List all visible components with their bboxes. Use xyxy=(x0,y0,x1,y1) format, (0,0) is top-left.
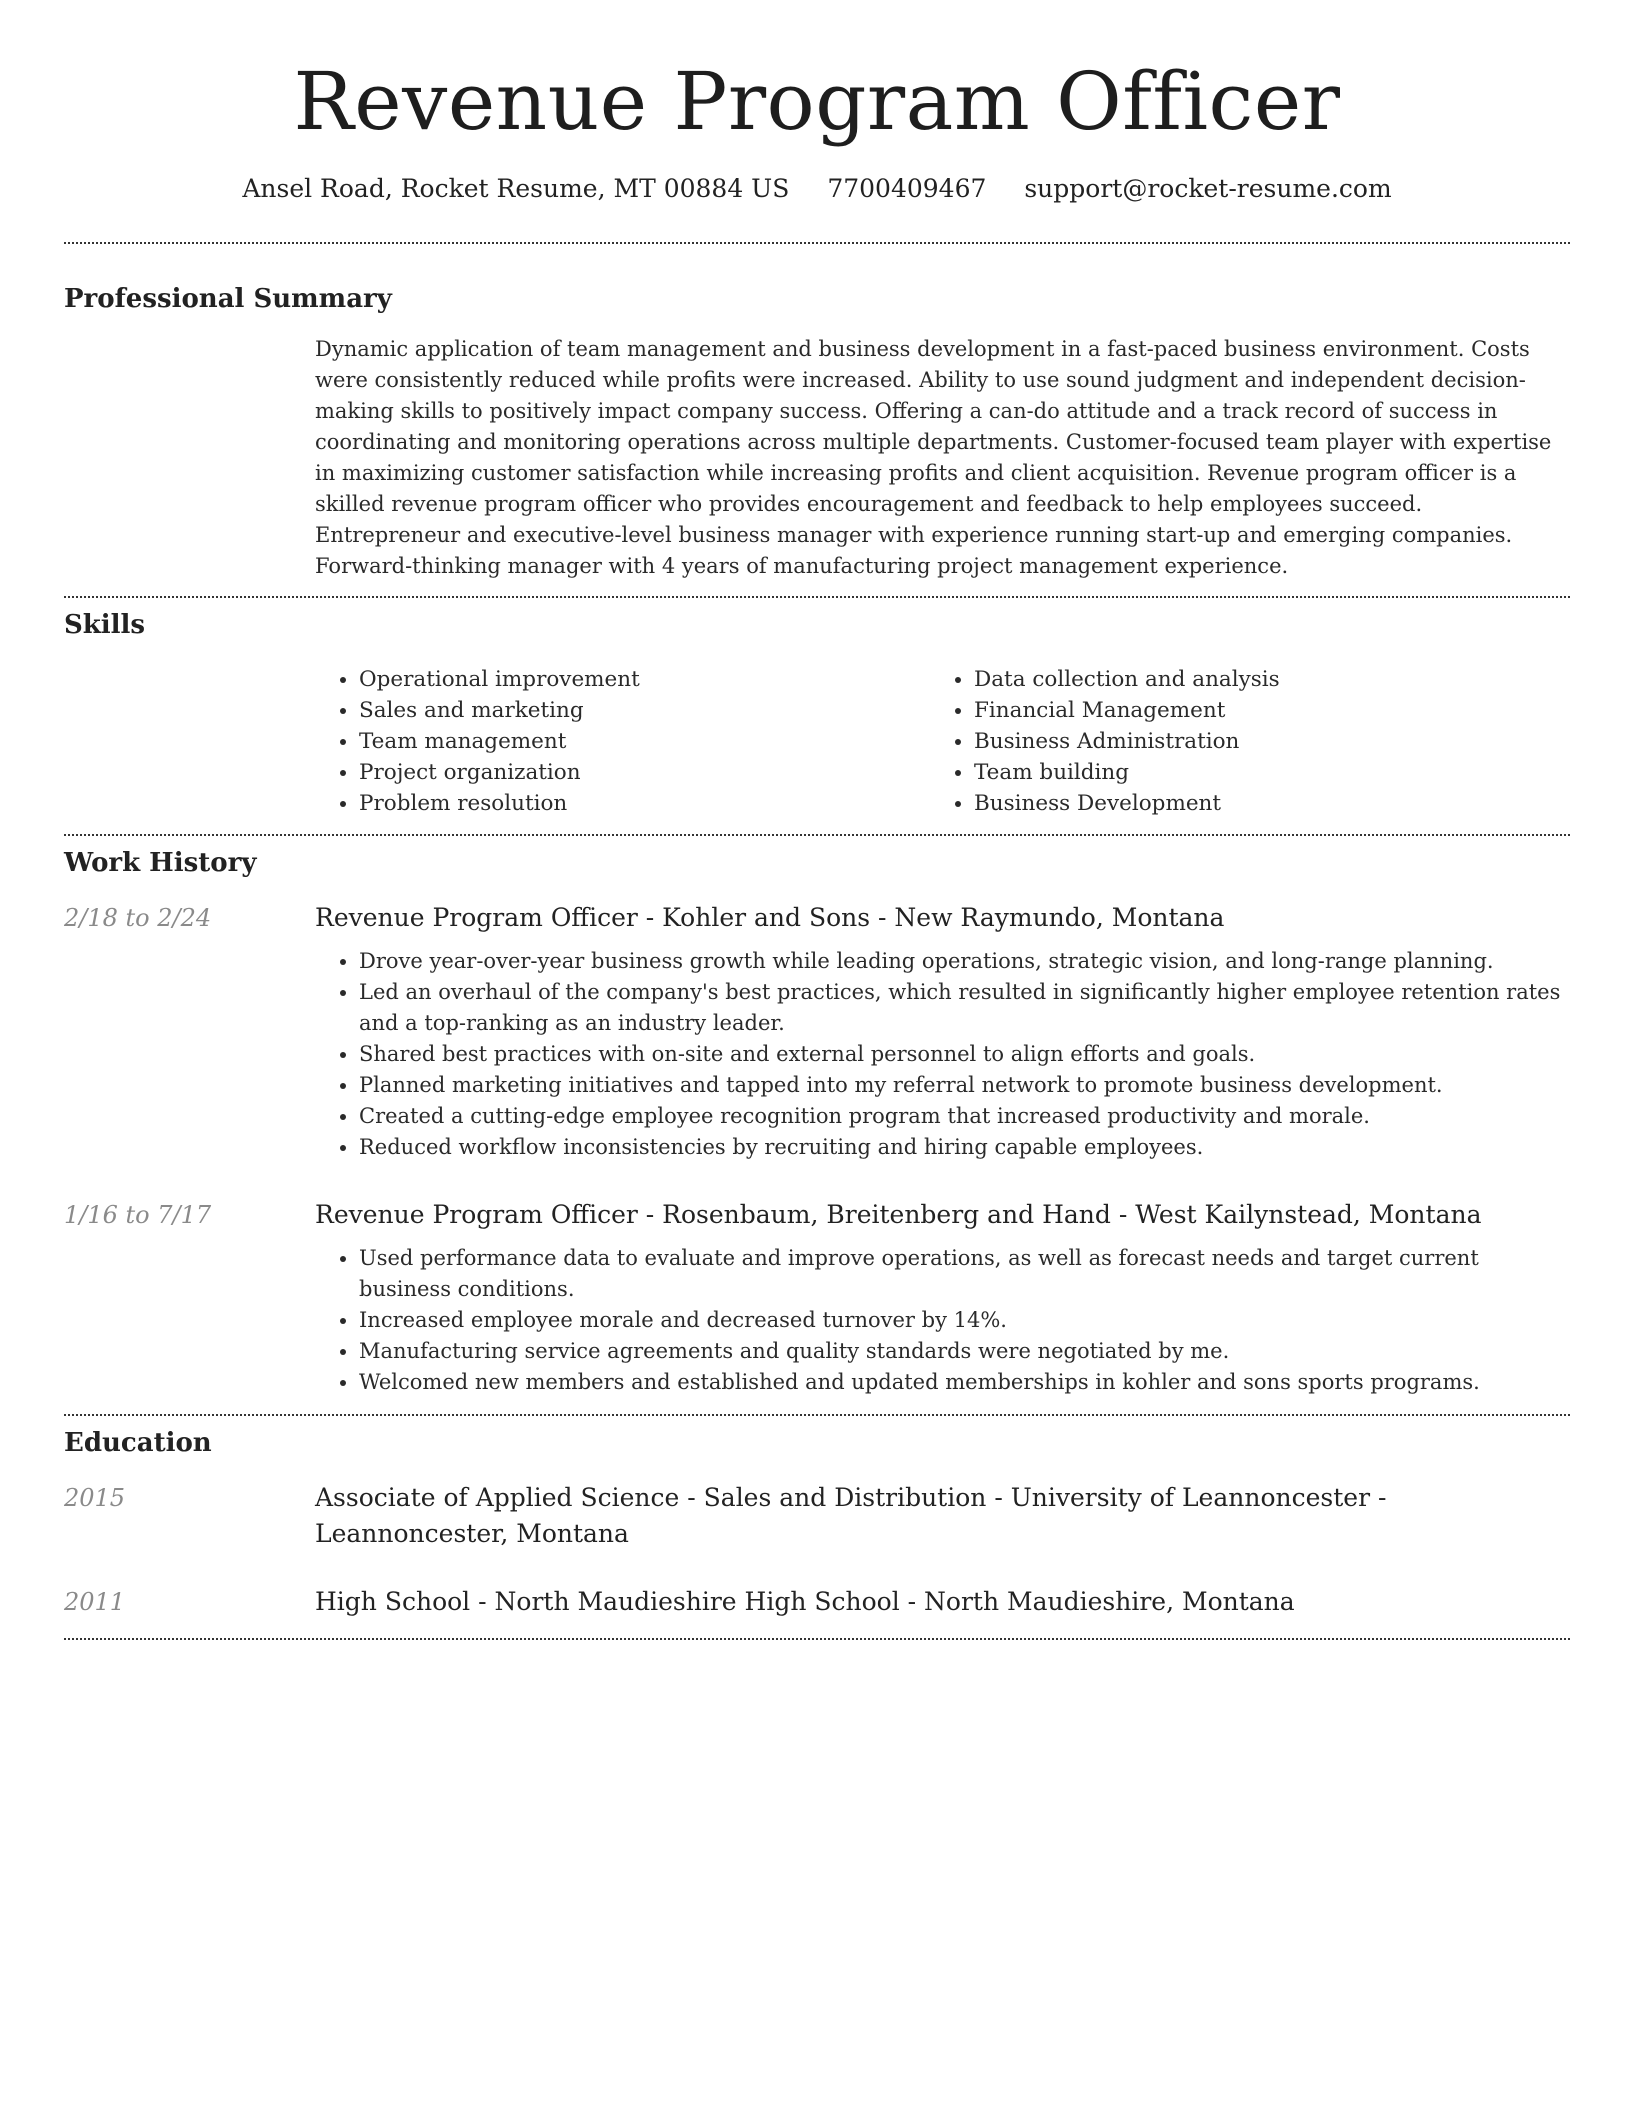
job-bullet: • Drove year-over-year business growth while leading operations, strategic vision, and long-range planning. xyxy=(359,946,1570,977)
contact-address: Ansel Road, Rocket Resume, MT 00884 US xyxy=(242,174,790,203)
job-title: Revenue Program Officer xyxy=(315,903,638,932)
work-history-title: Work History xyxy=(64,848,257,878)
education-heading xyxy=(315,1480,1570,1552)
skills-title: Skills xyxy=(64,610,146,640)
education-year: 2011 xyxy=(64,1588,126,1616)
skill-item: • Team building xyxy=(974,757,1545,788)
education-title: Education xyxy=(64,1428,212,1458)
contact-email: support@rocket-resume.com xyxy=(1024,174,1392,203)
education-entry xyxy=(64,1480,1570,1552)
summary-title: Professional Summary xyxy=(64,284,392,314)
job-bullets xyxy=(315,1243,1570,1398)
skill-item: • Problem resolution xyxy=(359,788,930,819)
skills-list-left xyxy=(315,664,930,819)
education-section xyxy=(64,1416,1570,1620)
summary-text: Dynamic application of team management and business development in a fast-paced business environment. Costs were consistently reduced while profits were increased. Ability to use sound judgment and independent decision-making skills to positively impact company success. Offering a can-do attitude and a track record of success in coordinating and monitoring operations across multiple departments. Customer-focused team player with expertise in maximizing customer satisfaction while increasing profits and client acquisition. Revenue program officer is a skilled revenue program officer who provides encouragement and feedback to help employees succeed. Entrepreneur and executive-level business manager with experience running start-up and emerging companies. Forward-thinking manager with 4 years of manufacturing project management experience. xyxy=(315,337,1552,578)
candidate-name: Revenue Program Officer xyxy=(293,55,1341,148)
job-heading xyxy=(315,900,1570,936)
skill-item: • Sales and marketing xyxy=(359,695,930,726)
skills-list-right xyxy=(930,664,1545,819)
skill-item: • Operational improvement xyxy=(359,664,930,695)
skills-section xyxy=(64,598,1570,819)
job-bullet: • Shared best practices with on-site and external personnel to align efforts and goals. xyxy=(359,1039,1570,1070)
education-degree: High School xyxy=(315,1587,471,1616)
job-employer-location: - Kohler and Sons - New Raymundo, Montana xyxy=(637,903,1225,932)
skill-item: • Financial Management xyxy=(974,695,1545,726)
job-bullet: • Reduced workflow inconsistencies by recruiting and hiring capable employees. xyxy=(359,1132,1570,1163)
skill-item: • Team management xyxy=(359,726,930,757)
job-bullet: • Welcomed new members and established and updated memberships in kohler and sons sports programs. xyxy=(359,1367,1570,1398)
job-bullet: • Manufacturing service agreements and quality standards were negotiated by me. xyxy=(359,1336,1570,1367)
job-bullets xyxy=(315,946,1570,1163)
skill-item: • Business Administration xyxy=(974,726,1545,757)
job-bullet: • Planned marketing initiatives and tapped into my referral network to promote business development. xyxy=(359,1070,1570,1101)
job-title: Revenue Program Officer xyxy=(315,1200,638,1229)
section-divider xyxy=(64,1638,1570,1640)
contact-line xyxy=(64,172,1570,206)
job-bullet: • Led an overhaul of the company's best practices, which resulted in significantly higher employee retention rates and a top-ranking as an industry leader. xyxy=(359,977,1570,1039)
job-bullet: • Created a cutting-edge employee recognition program that increased productivity and morale. xyxy=(359,1101,1570,1132)
job-bullet: • Increased employee morale and decreased turnover by 14%. xyxy=(359,1305,1570,1336)
job-entry xyxy=(64,1197,1570,1398)
education-entry xyxy=(64,1584,1570,1620)
skill-item: • Data collection and analysis xyxy=(974,664,1545,695)
job-dates: 2/18 to 2/24 xyxy=(64,904,212,932)
contact-phone: 7700409467 xyxy=(827,174,987,203)
resume-page xyxy=(64,0,1570,1640)
job-heading xyxy=(315,1197,1570,1233)
job-entry xyxy=(64,900,1570,1163)
education-heading xyxy=(315,1584,1570,1620)
work-history-section xyxy=(64,836,1570,1398)
job-dates: 1/16 to 7/17 xyxy=(64,1201,212,1229)
education-school: - University of Leannoncester - Leannoncester, Montana xyxy=(315,1483,1387,1548)
education-degree: Associate of Applied Science - Sales and Distribution xyxy=(315,1483,987,1512)
education-year: 2015 xyxy=(64,1484,126,1512)
skill-item: • Project organization xyxy=(359,757,930,788)
skill-item: • Business Development xyxy=(974,788,1545,819)
education-school: - North Maudieshire High School - North Maudieshire, Montana xyxy=(470,1587,1295,1616)
job-bullet: • Used performance data to evaluate and improve operations, as well as forecast needs and target current business conditions. xyxy=(359,1243,1570,1305)
summary-section xyxy=(64,244,1570,582)
job-employer-location: - Rosenbaum, Breitenberg and Hand - West Kailynstead, Montana xyxy=(637,1200,1482,1229)
